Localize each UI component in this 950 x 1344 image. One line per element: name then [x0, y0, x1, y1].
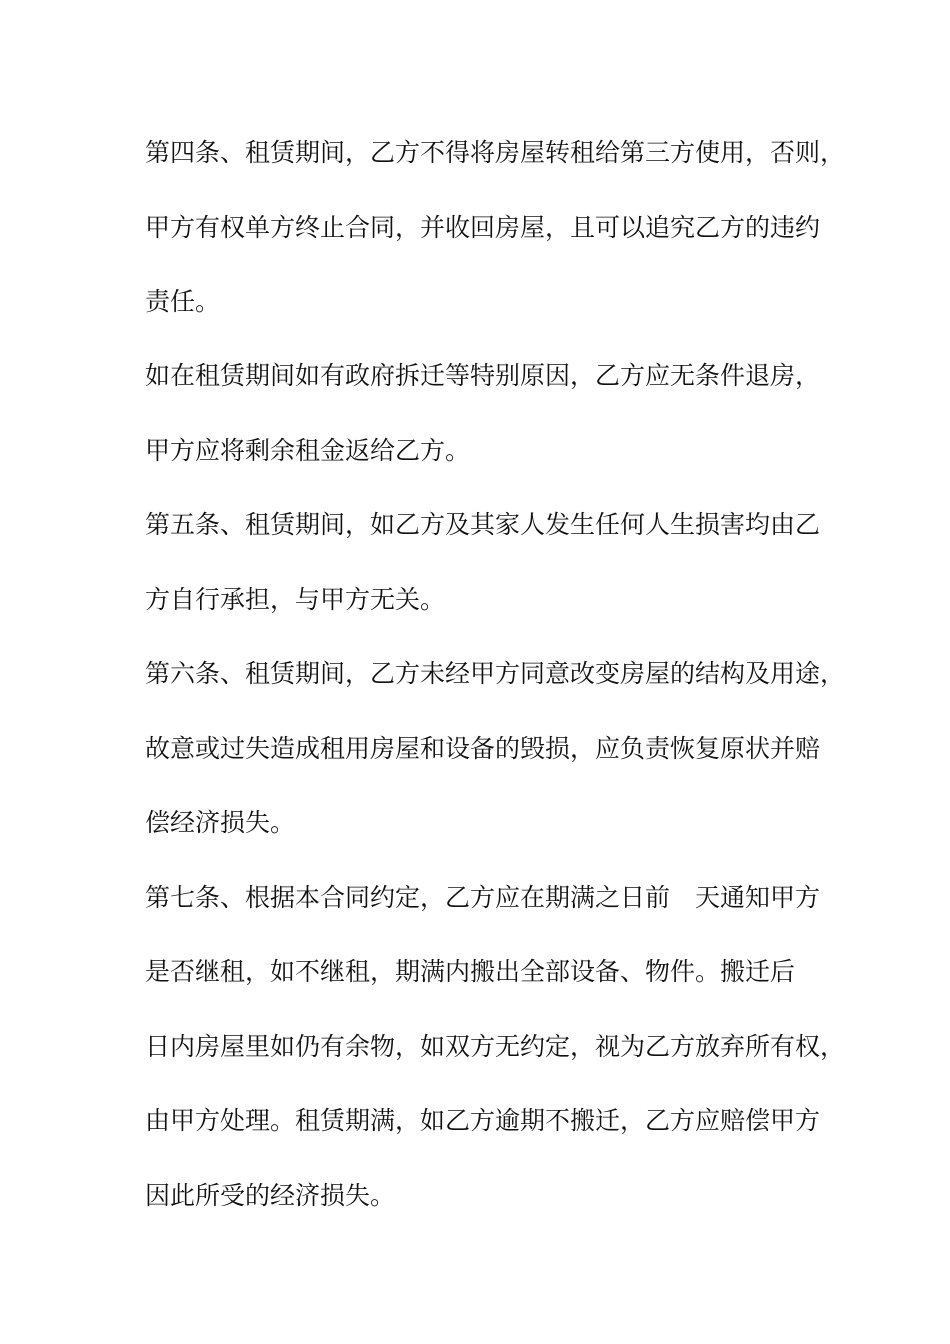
- text-line-11: 第七条、根据本合同约定，乙方应在期满之日前 天通知甲方: [145, 883, 821, 912]
- text-line-15: 因此所受的经济损失。: [145, 1181, 396, 1210]
- text-line-4: 如在租赁期间如有政府拆迁等特别原因，乙方应无条件退房，: [145, 361, 821, 390]
- text-line-2: 甲方有权单方终止合同，并收回房屋，且可以追究乙方的违约: [145, 213, 821, 242]
- text-line-8: 第六条、租赁期间，乙方未经甲方同意改变房屋的结构及用途，: [145, 659, 845, 688]
- text-line-5: 甲方应将剩余租金返给乙方。: [145, 436, 471, 465]
- text-line-9: 故意或过失造成租用房屋和设备的毁损，应负责恢复原状并赔: [145, 734, 821, 763]
- text-line-10: 偿经济损失。: [145, 808, 296, 837]
- text-line-1: 第四条、租赁期间，乙方不得将房屋转租给第三方使用，否则，: [145, 138, 845, 167]
- text-line-7: 方自行承担，与甲方无关。: [145, 585, 446, 614]
- text-line-12: 是否继租，如不继租，期满内搬出全部设备、物件。搬迁后: [145, 957, 796, 986]
- text-line-14: 由甲方处理。租赁期满，如乙方逾期不搬迁，乙方应赔偿甲方: [145, 1106, 821, 1135]
- text-line-13: 日内房屋里如仍有余物，如双方无约定，视为乙方放弃所有权，: [145, 1032, 845, 1061]
- text-line-6: 第五条、租赁期间，如乙方及其家人发生任何人生损害均由乙: [145, 510, 821, 539]
- text-line-3: 责任。: [145, 287, 221, 316]
